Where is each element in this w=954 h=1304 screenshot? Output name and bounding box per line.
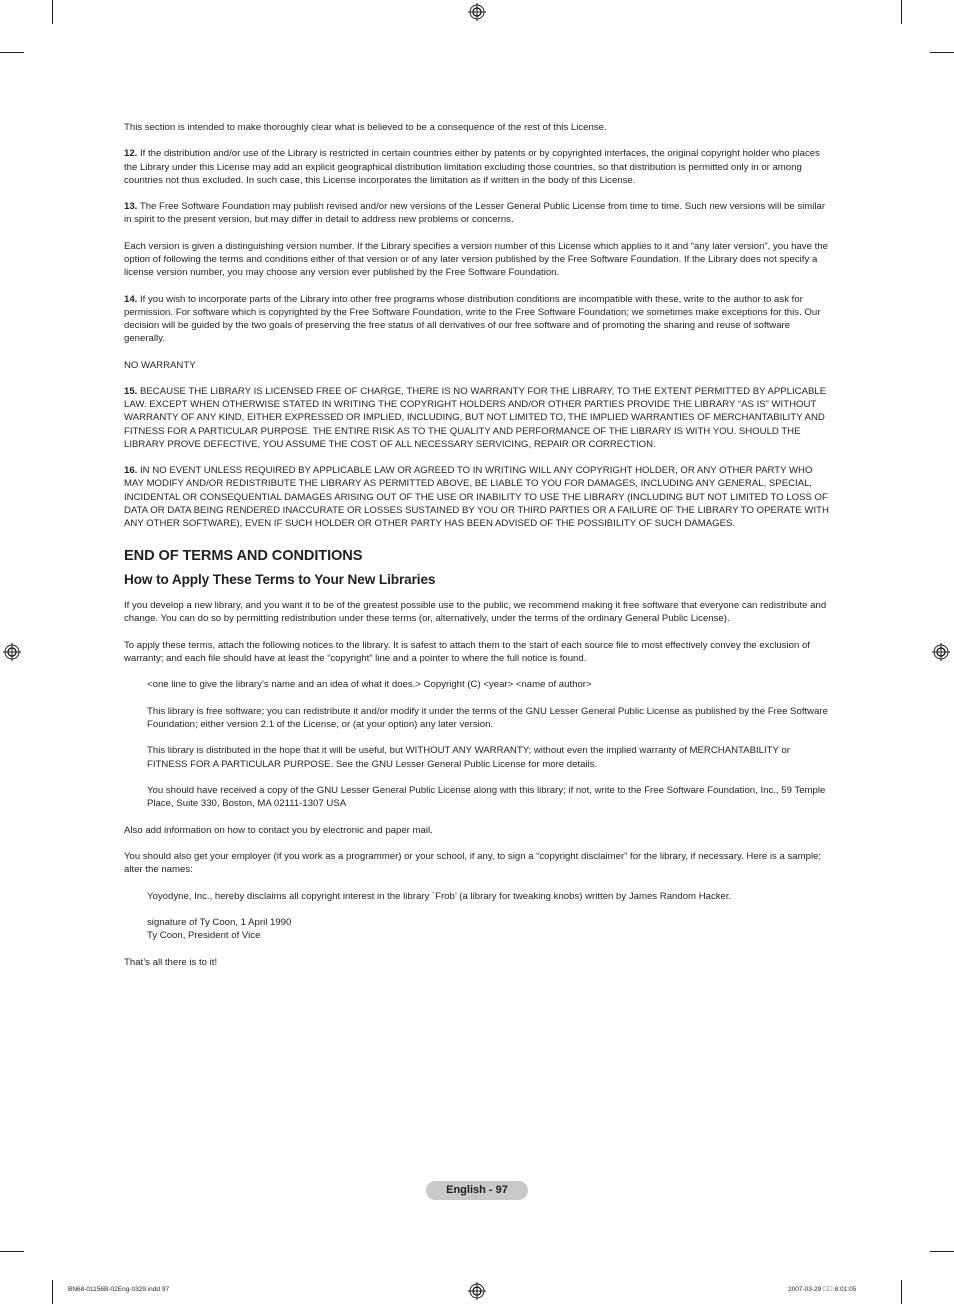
paragraph: Also add information on how to contact you by electronic and paper mail. (124, 824, 433, 836)
file-slug: BN68-01156B-02Eng-0329.indd 97 (68, 1286, 170, 1293)
paragraph: Each version is given a distinguishing version number. If the Library specifies a version number of this License which applies to it and “any later version”, you have the option of following the terms and conditions either of that version or of any later version published by the Free Software Foundation. If the Library does not specify a license version number, you may choose any version ever published by the Free Software Foundation. (124, 240, 828, 279)
paragraph-section-16: 16. IN NO EVENT UNLESS REQUIRED BY APPLICABLE LAW OR AGREED TO IN WRITING WILL ANY COPYRIGHT HOLDER, OR ANY OTHER PARTY WHO MAY MODIFY AND/OR REDISTRIBUTE THE LIBRARY AS PERMITTED ABOVE, BE LIABLE TO YOU FOR DAMAGES, INCLUDING ANY GENERAL, SPECIAL, INCIDENTAL OR CONSEQUENTIAL DAMAGES ARISING OUT OF THE USE OR INABILITY TO USE THE LIBRARY (INCLUDING BUT NOT LIMITED TO LOSS OF DATA OR DATA BEING RENDERED INACCURATE OR LOSSES SUSTAINED BY YOU OR THIRD PARTIES OR A FAILURE OF THE LIBRARY TO OPERATE WITH ANY OTHER SOFTWARE), EVEN IF SUCH HOLDER OR OTHER PARTY HAS BEEN ADVISED OF THE POSSIBILITY OF SUCH DAMAGES. (124, 465, 829, 529)
paragraph-section-15: 15. BECAUSE THE LIBRARY IS LICENSED FREE OF CHARGE, THERE IS NO WARRANTY FOR THE LIBRARY, TO THE EXTENT PERMITTED BY APPLICABLE LAW. EXCEPT WHEN OTHERWISE STATED IN WRITING THE COPYRIGHT HOLDERS AND/OR OTHER PARTIES PROVIDE THE LIBRARY “AS IS” WITHOUT WARRANTY OF ANY KIND, EITHER EXPRESSED OR IMPLIED, INCLUDING, BUT NOT LIMITED TO, THE IMPLIED WARRANTIES OF MERCHANTABILITY AND FITNESS FOR A PARTICULAR PURPOSE. THE ENTIRE RISK AS TO THE QUALITY AND PERFORMANCE OF THE LIBRARY IS WITH YOU. SHOULD THE LIBRARY PROVE DEFECTIVE, YOU ASSUME THE COST OF ALL NECESSARY SERVICING, REPAIR OR CORRECTION. (124, 385, 827, 450)
paragraph: This section is intended to make thoroughly clear what is believed to be a consequence of the rest of this License. (124, 122, 607, 133)
paragraph-section-13: 13. The Free Software Foundation may publish revised and/or new versions of the Lesser General Public License from time to time. Such new versions will be similar in spirit to the present version, but may differ in detail to address new problems or concerns. (124, 201, 826, 226)
crop-mark (52, 0, 53, 24)
document-body (124, 121, 832, 982)
registration-mark-icon (468, 1282, 486, 1300)
heading-end-of-terms: END OF TERMS AND CONDITIONS (124, 548, 363, 565)
signature-block: signature of Ty Coon, 1 April 1990 Ty Coon, President of Vice (147, 916, 292, 942)
no-warranty-label: NO WARRANTY (124, 359, 196, 371)
crop-mark (930, 1251, 954, 1252)
crop-mark (0, 52, 24, 53)
heading-how-to-apply: How to Apply These Terms to Your New Libraries (124, 572, 436, 588)
crop-mark (0, 1251, 24, 1252)
notice-paragraph: You should have received a copy of the GNU Lesser General Public License along with this library; if not, write to the Free Software Foundation, Inc., 59 Temple Place, Suite 330, Boston, MA 02111-1307 USA (147, 784, 826, 810)
paragraph-section-14: 14. If you wish to incorporate parts of the Library into other free programs whose distribution conditions are incompatible with these, write to the author to ask for permission. For software which is copyrighted by the Free Software Foundation, write to the Free Software Foundation; we sometimes make exceptions for this. Our decision will be guided by the two goals of preserving the free status of all derivatives of our free software and of promoting the sharing and reuse of software generally. (124, 293, 821, 345)
crop-mark (52, 1280, 53, 1304)
registration-mark-icon (468, 3, 486, 21)
notice-paragraph: This library is free software; you can redistribute it and/or modify it under the terms of the GNU Lesser General Public License as published by the Free Software Foundation; either version 2.1 of the License, or (at your option) any later version. (147, 705, 828, 730)
disclaimer-sample: Yoyodyne, Inc., hereby disclaims all copyright interest in the library `Frob’ (a library for tweaking knobs) written by James Random Hacker. (147, 890, 732, 902)
notice-paragraph: This library is distributed in the hope that it will be useful, but WITHOUT ANY WARRANTY; without even the implied warranty of MERCHANTABILITY or FITNESS FOR A PARTICULAR PURPOSE. See the GNU Lesser General Public License for more details. (147, 745, 790, 770)
paragraph: To apply these terms, attach the following notices to the library. It is safest to attach them to the start of each source file to most effectively convey the exclusion of warranty; and each file should have at least the “copyright” line and a pointer to where the full notice is found. (124, 639, 810, 664)
crop-mark (901, 1280, 902, 1304)
paragraph: If you develop a new library, and you want it to be of the greatest possible use to the public, we recommend making it free software that everyone can redistribute and change. You can do so by permitting redistribution under these terms (or, alternatively, under the terms of the ordinary General Public License). (124, 600, 827, 625)
registration-mark-icon (3, 643, 21, 661)
registration-mark-icon (932, 643, 950, 661)
paragraph-section-12: 12. If the distribution and/or use of the Library is restricted in certain countries either by patents or by copyrighted interfaces, the original copyright holder who places the Library under this License may add an explicit geographical distribution limitation excluding those countries, so that distribution is permitted only in or among countries not thus excluded. In such case, this License incorporates the limitation as if written in the body of this License. (124, 148, 820, 186)
paragraph: You should also get your employer (if you work as a programmer) or your school, if any, to sign a “copyright disclaimer” for the library, if necessary. Here is a sample; alter the names: (124, 850, 822, 876)
timestamp-slug: 2007-03-29    8:01:05 (788, 1286, 857, 1293)
crop-mark (901, 0, 902, 24)
page-number-badge: English - 97 (426, 1181, 528, 1200)
crop-mark (930, 52, 954, 53)
closing-line: That’s all there is to it! (124, 956, 218, 968)
notice-line: <one line to give the library’s name and an idea of what it does.> Copyright (C) <year> <name of author> (147, 679, 592, 691)
